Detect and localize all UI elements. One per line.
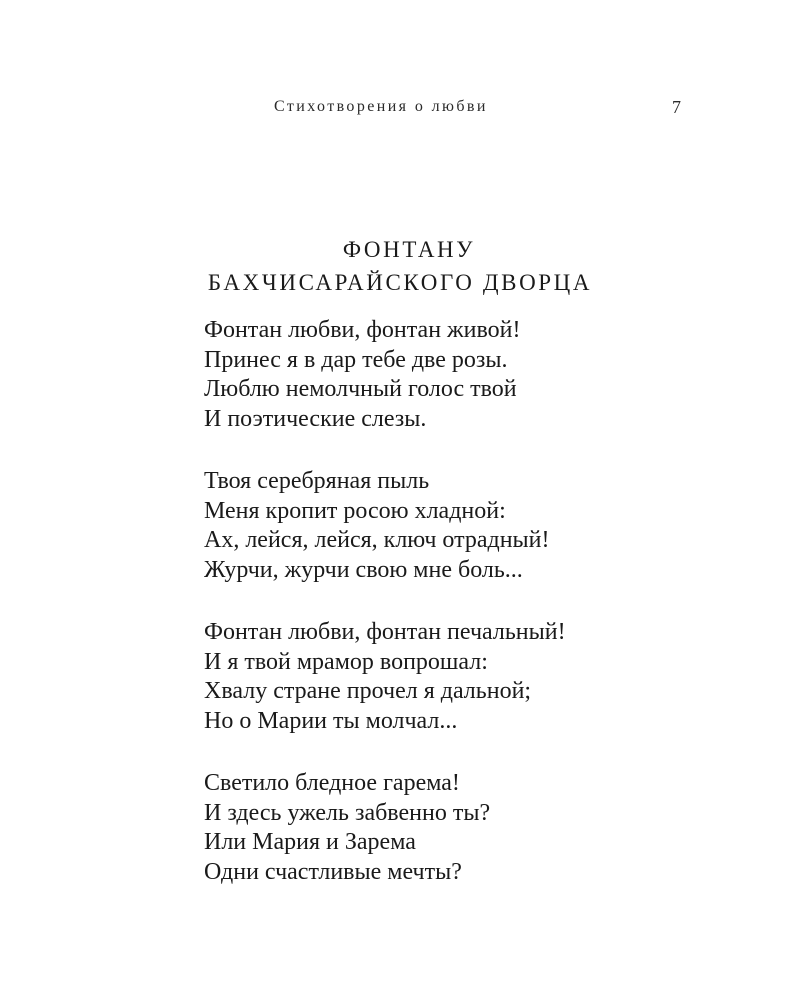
stanza-1 [204,316,566,434]
poem-line: Хвалу стране прочел я дальной; [204,678,532,704]
poem-line: Светило бледное гарема! [204,770,460,796]
stanza-4 [204,769,566,887]
poem-line: Фонтан любви, фонтан живой! [204,317,521,343]
poem-line: Фонтан любви, фонтан печальный! [204,619,566,645]
poem-title [0,233,800,299]
page-number: 7 [672,97,681,117]
poem-line: Ах, лейся, лейся, ключ отрадный! [204,527,550,553]
poem-body [204,316,566,920]
poem-line: Или Мария и Зарема [204,829,416,855]
poem-line: И я твой мрамор вопрошал: [204,648,488,675]
poem-line: Твоя серебряная пыль [204,468,430,494]
poem-line: Но о Марии ты молчал... [204,707,458,734]
poem-line: Меня кропит росою хладной: [204,497,506,524]
poem-line: Люблю немолчный голос твой [204,376,517,402]
stanza-3 [204,618,566,736]
poem-title-line-1: ФОНТАНУ [342,237,476,262]
poem-line: И здесь ужель забвенно ты? [204,799,491,826]
poem-line: Одни счастливые мечты? [204,858,462,885]
running-title: Стихотворения о любви [274,98,488,115]
poem-line: И поэтические слезы. [204,405,427,432]
poem-line: Принес я в дар тебе две розы. [204,346,508,373]
poem-line: Журчи, журчи свою мне боль... [204,556,523,583]
stanza-2 [204,467,566,585]
poem-title-line-2: БАХЧИСАРАЙСКОГО ДВОРЦА [207,270,593,295]
